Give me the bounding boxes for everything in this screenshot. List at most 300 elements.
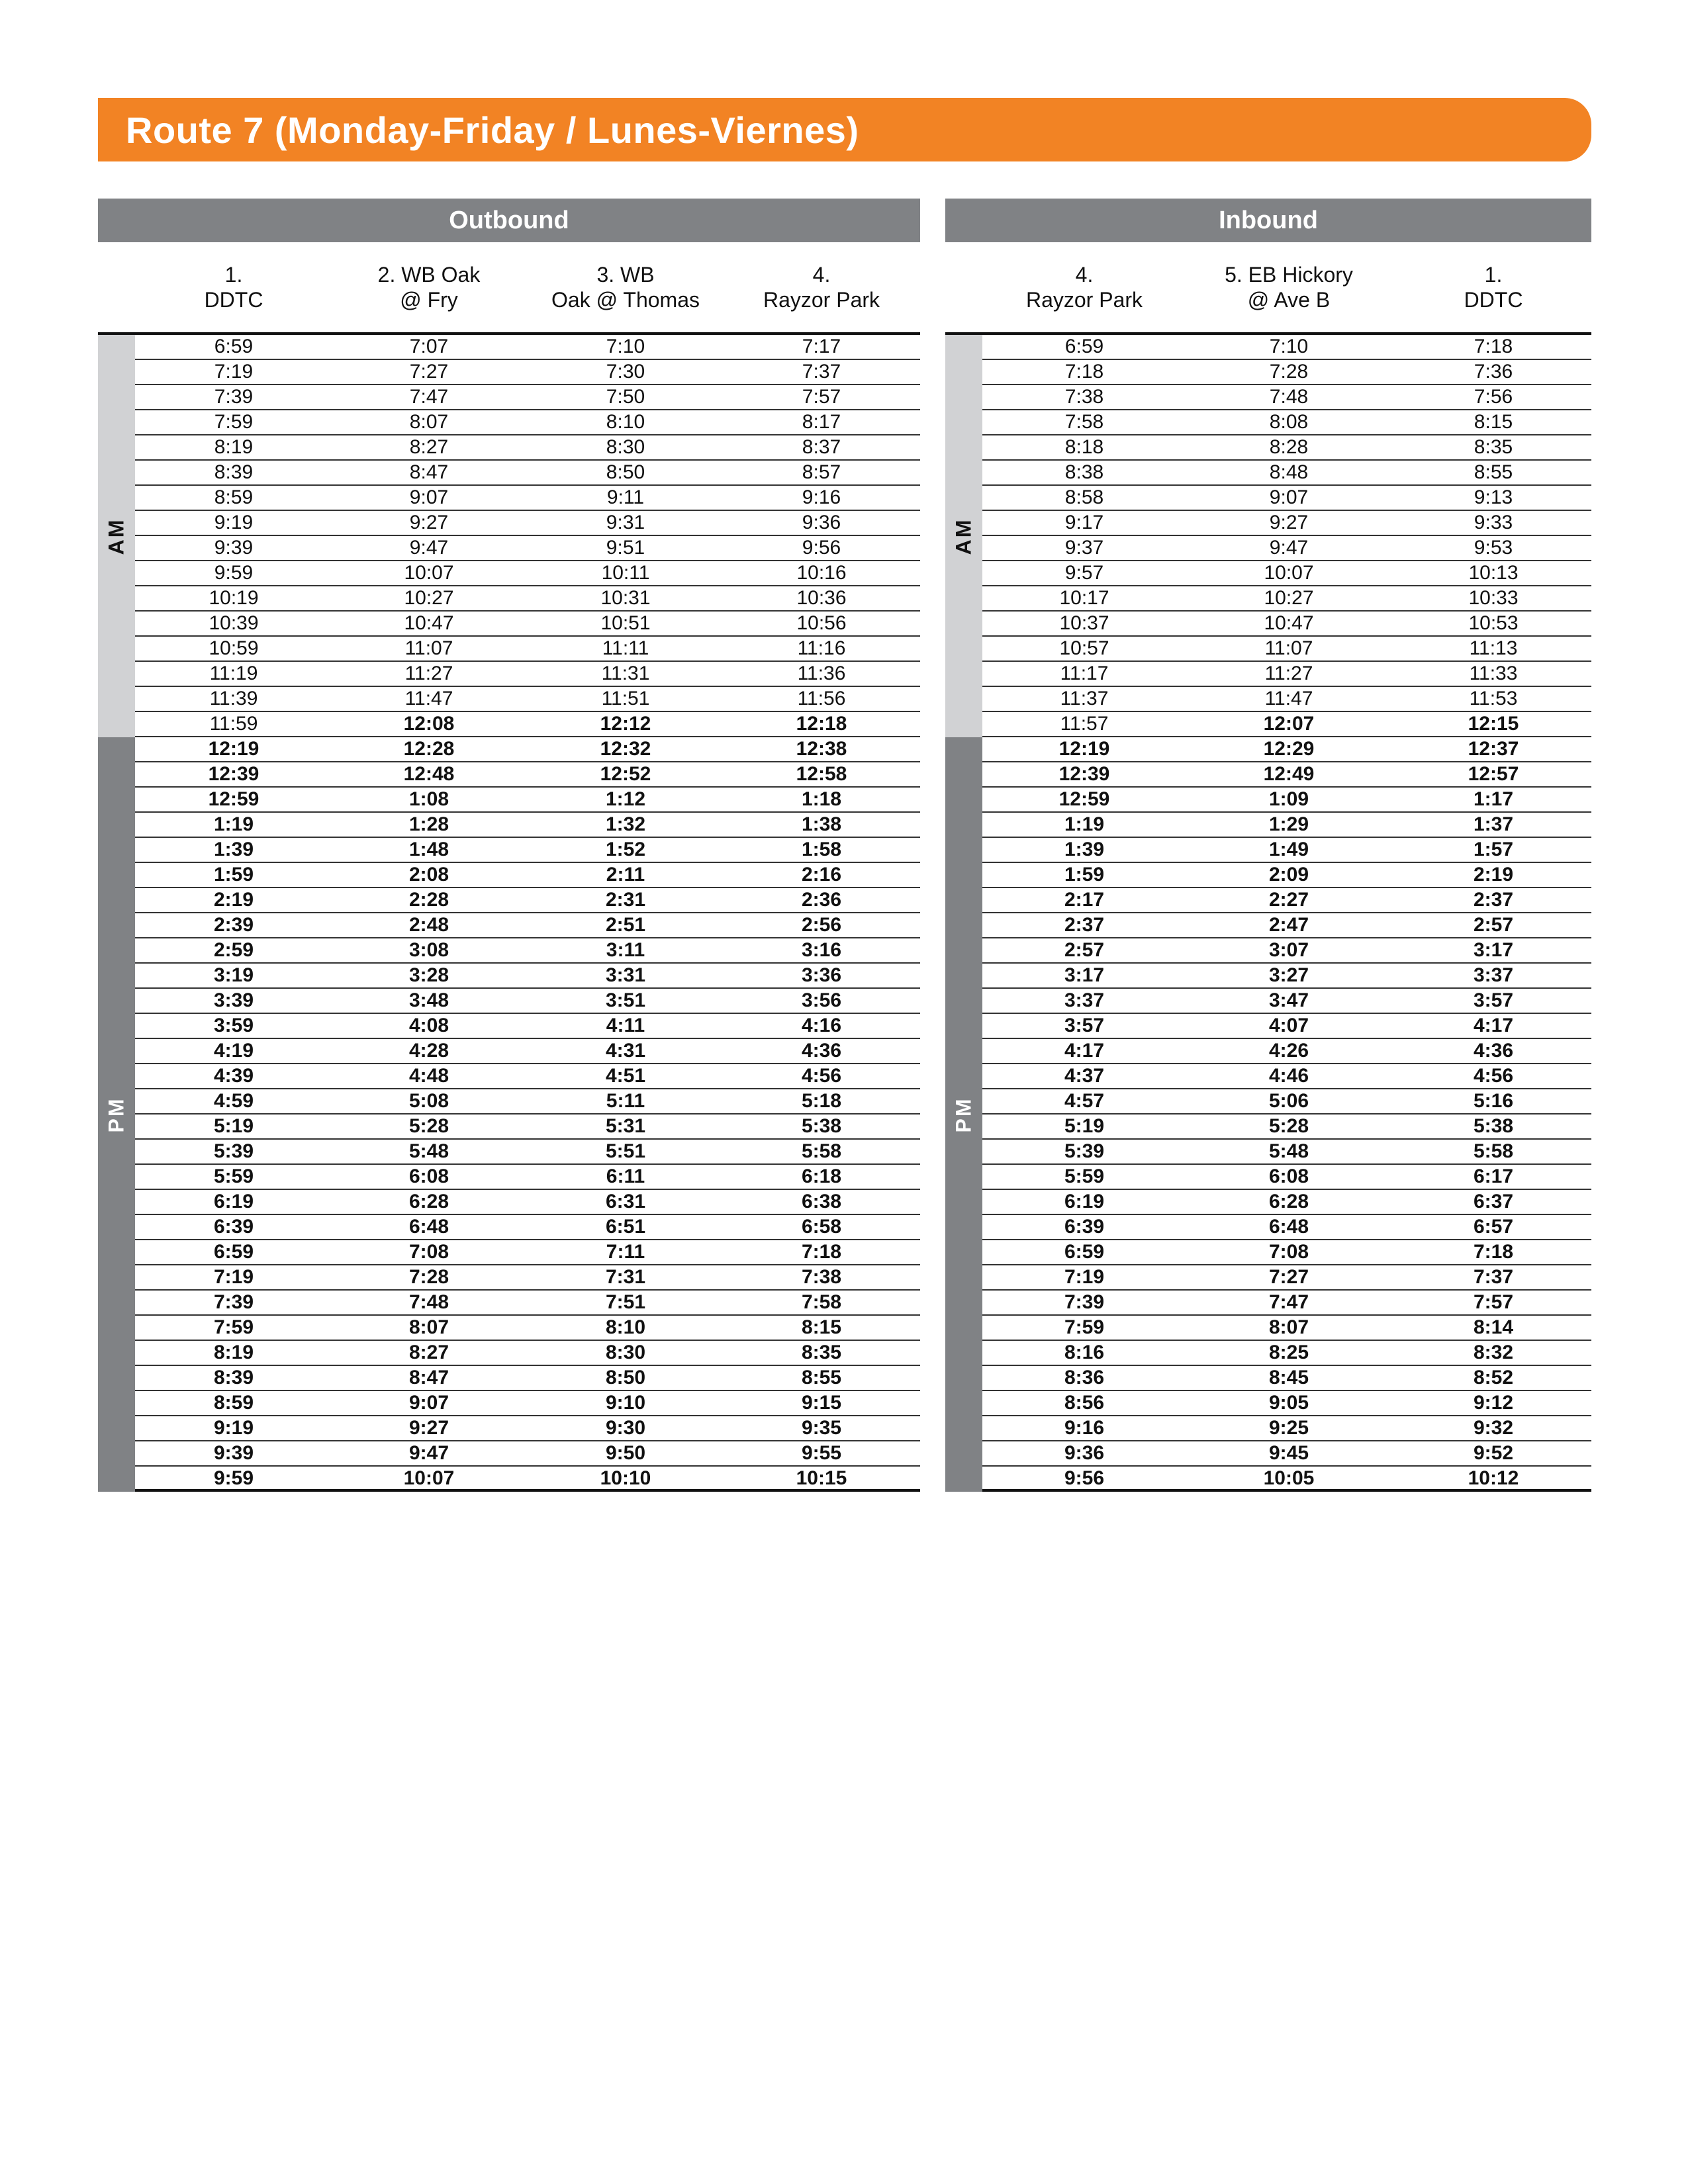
time-cell: 1:19 bbox=[213, 813, 254, 835]
time-cell: 2:37 bbox=[1064, 914, 1105, 936]
table-row bbox=[982, 662, 1591, 687]
time-cell: 7:28 bbox=[1269, 361, 1309, 383]
time-cell: 11:17 bbox=[1060, 662, 1109, 684]
time-cell: 8:30 bbox=[605, 1342, 646, 1363]
table-row bbox=[982, 863, 1591, 888]
time-cell: 9:27 bbox=[409, 512, 449, 533]
table-row bbox=[982, 1441, 1591, 1467]
time-cell: 8:10 bbox=[605, 1316, 646, 1338]
time-cell: 1:28 bbox=[408, 813, 449, 835]
time-cell: 9:16 bbox=[1064, 1417, 1105, 1439]
time-cell: 6:59 bbox=[1064, 1241, 1105, 1263]
column-header bbox=[336, 242, 522, 332]
time-cell: 1:57 bbox=[1473, 839, 1514, 860]
time-cell: 7:10 bbox=[1269, 336, 1309, 357]
time-cell: 10:53 bbox=[1468, 612, 1519, 634]
time-cell: 3:39 bbox=[213, 989, 254, 1011]
time-cell: 9:16 bbox=[802, 486, 841, 508]
table-row bbox=[135, 737, 920, 762]
time-cell: 3:37 bbox=[1064, 989, 1105, 1011]
time-cell: 10:27 bbox=[1264, 587, 1314, 609]
table-row bbox=[982, 788, 1591, 813]
time-cell: 8:30 bbox=[606, 436, 645, 458]
time-cell: 1:08 bbox=[408, 788, 449, 810]
time-cell: 12:38 bbox=[796, 738, 847, 760]
table-row bbox=[135, 687, 920, 712]
table-row bbox=[982, 964, 1591, 989]
time-cell: 2:09 bbox=[1268, 864, 1309, 886]
time-cell: 3:07 bbox=[1268, 939, 1309, 961]
table-row bbox=[135, 511, 920, 536]
time-cell: 6:28 bbox=[408, 1191, 449, 1212]
time-cell: 4:57 bbox=[1064, 1090, 1105, 1112]
table-row bbox=[982, 1215, 1591, 1240]
time-cell: 4:08 bbox=[408, 1015, 449, 1036]
time-cell: 6:58 bbox=[801, 1216, 842, 1238]
time-cell: 7:31 bbox=[605, 1266, 646, 1288]
table-row bbox=[135, 1215, 920, 1240]
time-cell: 9:11 bbox=[606, 486, 645, 508]
table-row bbox=[135, 1341, 920, 1366]
time-cell: 11:19 bbox=[209, 662, 258, 684]
time-cell: 7:19 bbox=[214, 361, 254, 383]
column-header-line1: 1. bbox=[1484, 263, 1503, 287]
time-cell: 7:37 bbox=[1473, 1266, 1514, 1288]
time-cell: 10:16 bbox=[796, 562, 847, 584]
time-cell: 8:19 bbox=[214, 436, 254, 458]
time-cell: 3:59 bbox=[213, 1015, 254, 1036]
time-cell: 8:47 bbox=[409, 461, 449, 483]
time-cell: 7:57 bbox=[802, 386, 841, 408]
time-cell: 7:11 bbox=[606, 1241, 645, 1263]
table-row bbox=[135, 1416, 920, 1441]
time-cell: 1:58 bbox=[801, 839, 842, 860]
time-cell: 11:07 bbox=[1264, 637, 1313, 659]
time-cell: 11:47 bbox=[404, 688, 453, 709]
time-cell: 5:06 bbox=[1268, 1090, 1309, 1112]
time-cell: 11:16 bbox=[797, 637, 846, 659]
time-cell: 10:07 bbox=[404, 562, 454, 584]
time-cell: 5:48 bbox=[1268, 1140, 1309, 1162]
time-cell: 10:57 bbox=[1059, 637, 1109, 659]
table-row bbox=[135, 561, 920, 586]
time-cell: 11:56 bbox=[797, 688, 846, 709]
time-cell: 5:39 bbox=[1064, 1140, 1105, 1162]
outbound-panel bbox=[98, 199, 920, 1492]
time-cell: 12:29 bbox=[1263, 738, 1315, 760]
time-cell: 8:07 bbox=[1268, 1316, 1309, 1338]
time-cell: 8:35 bbox=[1474, 436, 1513, 458]
time-cell: 1:09 bbox=[1268, 788, 1309, 810]
time-cell: 5:59 bbox=[1064, 1165, 1105, 1187]
time-cell: 2:37 bbox=[1473, 889, 1514, 911]
time-cell: 7:48 bbox=[1269, 386, 1309, 408]
time-cell: 9:51 bbox=[606, 537, 645, 559]
time-cell: 8:59 bbox=[214, 486, 254, 508]
table-row bbox=[982, 486, 1591, 511]
time-cell: 9:25 bbox=[1268, 1417, 1309, 1439]
column-header-line2: Rayzor Park bbox=[763, 288, 880, 312]
time-cell: 12:12 bbox=[600, 713, 651, 735]
column-header-line2: DDTC bbox=[1464, 288, 1523, 312]
time-cell: 9:52 bbox=[1473, 1442, 1514, 1464]
time-cell: 2:28 bbox=[408, 889, 449, 911]
time-cell: 10:19 bbox=[209, 587, 259, 609]
time-cell: 10:27 bbox=[404, 587, 454, 609]
pm-label bbox=[98, 737, 135, 1492]
time-cell: 10:47 bbox=[1264, 612, 1314, 634]
time-cell: 9:39 bbox=[214, 537, 254, 559]
time-cell: 4:59 bbox=[213, 1090, 254, 1112]
time-cell: 4:17 bbox=[1473, 1015, 1514, 1036]
time-cell: 10:12 bbox=[1468, 1467, 1519, 1489]
column-header-line2: Rayzor Park bbox=[1025, 288, 1143, 312]
column-header-line1: 5. EB Hickory bbox=[1225, 263, 1353, 287]
time-cell: 10:11 bbox=[601, 562, 650, 584]
column-header-line1: 4. bbox=[812, 263, 831, 287]
time-cell: 8:58 bbox=[1064, 486, 1104, 508]
time-cell: 11:31 bbox=[601, 662, 650, 684]
time-cell: 10:37 bbox=[1059, 612, 1109, 634]
table-row bbox=[135, 813, 920, 838]
table-row bbox=[135, 1240, 920, 1265]
table-row bbox=[982, 612, 1591, 637]
time-cell: 6:38 bbox=[801, 1191, 842, 1212]
inbound-schedule-table bbox=[945, 335, 1591, 1492]
time-cell: 4:26 bbox=[1268, 1040, 1309, 1062]
time-cell: 4:37 bbox=[1064, 1065, 1105, 1087]
time-cell: 9:39 bbox=[213, 1442, 254, 1464]
time-cell: 8:19 bbox=[213, 1342, 254, 1363]
table-row bbox=[135, 712, 920, 737]
table-row bbox=[135, 1467, 920, 1492]
table-row bbox=[135, 964, 920, 989]
table-row bbox=[982, 1140, 1591, 1165]
am-label-text: AM bbox=[951, 518, 976, 555]
time-cell: 2:57 bbox=[1473, 914, 1514, 936]
table-row bbox=[982, 1115, 1591, 1140]
time-cell: 9:36 bbox=[802, 512, 841, 533]
time-cell: 8:55 bbox=[1474, 461, 1513, 483]
table-row bbox=[982, 637, 1591, 662]
time-cell: 10:47 bbox=[404, 612, 454, 634]
time-cell: 10:07 bbox=[1264, 562, 1314, 584]
time-cell: 6:31 bbox=[605, 1191, 646, 1212]
time-cell: 8:39 bbox=[214, 461, 254, 483]
time-cell: 4:17 bbox=[1064, 1040, 1105, 1062]
table-row bbox=[982, 1341, 1591, 1366]
time-cell: 10:13 bbox=[1468, 562, 1519, 584]
time-cell: 5:08 bbox=[408, 1090, 449, 1112]
table-row bbox=[982, 1316, 1591, 1341]
time-cell: 11:39 bbox=[209, 688, 258, 709]
time-cell: 7:28 bbox=[408, 1266, 449, 1288]
time-cell: 7:38 bbox=[801, 1266, 842, 1288]
table-row bbox=[135, 1291, 920, 1316]
time-cell: 7:38 bbox=[1064, 386, 1104, 408]
time-cell: 12:49 bbox=[1263, 763, 1315, 785]
table-row bbox=[982, 385, 1591, 410]
time-cell: 10:05 bbox=[1263, 1467, 1315, 1489]
time-cell: 8:36 bbox=[1064, 1367, 1105, 1388]
table-row bbox=[135, 662, 920, 687]
time-cell: 9:47 bbox=[1269, 537, 1309, 559]
time-cell: 6:48 bbox=[408, 1216, 449, 1238]
time-cell: 3:37 bbox=[1473, 964, 1514, 986]
time-cell: 10:10 bbox=[600, 1467, 651, 1489]
time-cell: 5:38 bbox=[1473, 1115, 1514, 1137]
time-cell: 6:37 bbox=[1473, 1191, 1514, 1212]
table-row bbox=[135, 1165, 920, 1190]
time-cell: 6:59 bbox=[1064, 336, 1104, 357]
time-cell: 12:48 bbox=[403, 763, 455, 785]
time-cell: 3:31 bbox=[605, 964, 646, 986]
time-cell: 3:11 bbox=[606, 939, 645, 961]
table-row bbox=[982, 888, 1591, 913]
inbound-header: Inbound bbox=[945, 199, 1591, 242]
column-header bbox=[985, 242, 1184, 332]
outbound-schedule-table bbox=[98, 335, 920, 1492]
time-cell: 6:18 bbox=[801, 1165, 842, 1187]
table-row bbox=[135, 461, 920, 486]
time-cell: 12:59 bbox=[1058, 788, 1110, 810]
time-cell: 4:39 bbox=[213, 1065, 254, 1087]
time-cell: 3:17 bbox=[1473, 939, 1514, 961]
time-cell: 9:19 bbox=[213, 1417, 254, 1439]
time-cell: 8:59 bbox=[213, 1392, 254, 1414]
time-cell: 9:45 bbox=[1268, 1442, 1309, 1464]
time-cell: 8:27 bbox=[408, 1342, 449, 1363]
time-cell: 3:19 bbox=[213, 964, 254, 986]
time-cell: 11:07 bbox=[404, 637, 453, 659]
time-cell: 2:19 bbox=[213, 889, 254, 911]
time-cell: 11:13 bbox=[1469, 637, 1518, 659]
table-row bbox=[982, 561, 1591, 586]
table-row bbox=[982, 1039, 1591, 1064]
time-cell: 12:59 bbox=[208, 788, 259, 810]
time-cell: 7:18 bbox=[801, 1241, 842, 1263]
time-cell: 8:25 bbox=[1268, 1342, 1309, 1363]
time-cell: 12:07 bbox=[1263, 713, 1315, 735]
table-row bbox=[982, 1014, 1591, 1039]
time-cell: 8:38 bbox=[1064, 461, 1104, 483]
time-cell: 4:36 bbox=[1473, 1040, 1514, 1062]
time-cell: 2:11 bbox=[606, 864, 645, 886]
table-row bbox=[982, 687, 1591, 712]
time-cell: 12:19 bbox=[208, 738, 259, 760]
time-cell: 10:56 bbox=[796, 612, 847, 634]
table-row bbox=[135, 1190, 920, 1215]
table-row bbox=[135, 1064, 920, 1089]
time-cell: 9:33 bbox=[1474, 512, 1513, 533]
time-cell: 3:36 bbox=[801, 964, 842, 986]
table-row bbox=[982, 1291, 1591, 1316]
time-cell: 6:39 bbox=[213, 1216, 254, 1238]
time-cell: 7:17 bbox=[802, 336, 841, 357]
time-cell: 7:47 bbox=[1268, 1291, 1309, 1313]
table-row bbox=[982, 536, 1591, 561]
table-row bbox=[135, 888, 920, 913]
time-cell: 2:57 bbox=[1064, 939, 1105, 961]
table-row bbox=[135, 637, 920, 662]
time-cell: 7:58 bbox=[1064, 411, 1104, 433]
time-cell: 9:55 bbox=[801, 1442, 842, 1464]
table-row bbox=[982, 511, 1591, 536]
time-cell: 7:19 bbox=[213, 1266, 254, 1288]
time-cell: 6:19 bbox=[1064, 1191, 1105, 1212]
time-cell: 8:37 bbox=[802, 436, 841, 458]
time-cell: 12:58 bbox=[796, 763, 847, 785]
table-row bbox=[982, 360, 1591, 385]
table-row bbox=[135, 788, 920, 813]
column-header-line2: @ Ave B bbox=[1247, 288, 1331, 312]
time-cell: 12:32 bbox=[600, 738, 651, 760]
time-cell: 11:27 bbox=[404, 662, 453, 684]
time-cell: 4:36 bbox=[801, 1040, 842, 1062]
time-cell: 7:39 bbox=[214, 386, 254, 408]
time-cell: 11:53 bbox=[1469, 688, 1518, 709]
table-row bbox=[135, 1366, 920, 1391]
time-cell: 3:47 bbox=[1268, 989, 1309, 1011]
column-header-line1: 1. bbox=[224, 263, 243, 287]
time-cell: 2:36 bbox=[801, 889, 842, 911]
time-cell: 1:18 bbox=[801, 788, 842, 810]
column-header bbox=[1394, 242, 1593, 332]
route-title-bar bbox=[98, 98, 1591, 161]
time-cell: 3:16 bbox=[801, 939, 842, 961]
time-cell: 9:07 bbox=[408, 1392, 449, 1414]
table-row bbox=[135, 335, 920, 360]
time-cell: 7:10 bbox=[606, 336, 645, 357]
time-cell: 5:31 bbox=[605, 1115, 646, 1137]
time-cell: 12:57 bbox=[1468, 763, 1519, 785]
time-cell: 8:07 bbox=[408, 1316, 449, 1338]
time-cell: 5:58 bbox=[1473, 1140, 1514, 1162]
time-cell: 7:56 bbox=[1474, 386, 1513, 408]
time-cell: 6:08 bbox=[1268, 1165, 1309, 1187]
time-cell: 6:48 bbox=[1268, 1216, 1309, 1238]
time-cell: 8:50 bbox=[605, 1367, 646, 1388]
time-cell: 4:56 bbox=[1473, 1065, 1514, 1087]
time-cell: 10:39 bbox=[209, 612, 259, 634]
time-cell: 7:27 bbox=[409, 361, 449, 383]
time-cell: 8:18 bbox=[1064, 436, 1104, 458]
time-cell: 11:37 bbox=[1060, 688, 1109, 709]
time-cell: 8:48 bbox=[1269, 461, 1309, 483]
table-row bbox=[135, 1089, 920, 1115]
time-cell: 8:16 bbox=[1064, 1342, 1105, 1363]
am-label-text: AM bbox=[104, 518, 128, 555]
time-cell: 7:07 bbox=[409, 336, 449, 357]
time-cell: 9:57 bbox=[1064, 562, 1104, 584]
time-cell: 7:58 bbox=[801, 1291, 842, 1313]
table-row bbox=[982, 461, 1591, 486]
time-cell: 1:12 bbox=[605, 788, 646, 810]
time-cell: 10:33 bbox=[1468, 587, 1519, 609]
time-cell: 1:38 bbox=[801, 813, 842, 835]
table-row bbox=[135, 838, 920, 863]
table-row bbox=[982, 1089, 1591, 1115]
time-cell: 6:59 bbox=[214, 336, 254, 357]
time-cell: 7:59 bbox=[213, 1316, 254, 1338]
time-cell: 8:27 bbox=[409, 436, 449, 458]
time-cell: 6:17 bbox=[1473, 1165, 1514, 1187]
time-cell: 5:51 bbox=[605, 1140, 646, 1162]
time-cell: 1:49 bbox=[1268, 839, 1309, 860]
time-cell: 1:59 bbox=[1064, 864, 1105, 886]
time-cell: 7:18 bbox=[1064, 361, 1104, 383]
time-cell: 5:39 bbox=[213, 1140, 254, 1162]
table-row bbox=[982, 335, 1591, 360]
time-cell: 2:56 bbox=[801, 914, 842, 936]
table-row bbox=[135, 1316, 920, 1341]
time-cell: 12:52 bbox=[600, 763, 651, 785]
time-cell: 9:59 bbox=[213, 1467, 254, 1489]
time-cell: 9:37 bbox=[1064, 537, 1104, 559]
time-cell: 9:30 bbox=[605, 1417, 646, 1439]
time-cell: 4:28 bbox=[408, 1040, 449, 1062]
time-cell: 11:47 bbox=[1264, 688, 1313, 709]
time-cell: 6:19 bbox=[213, 1191, 254, 1212]
time-cell: 9:50 bbox=[605, 1442, 646, 1464]
table-row bbox=[982, 435, 1591, 461]
time-cell: 4:48 bbox=[408, 1065, 449, 1087]
time-cell: 4:31 bbox=[605, 1040, 646, 1062]
time-cell: 5:19 bbox=[1064, 1115, 1105, 1137]
table-row bbox=[982, 1165, 1591, 1190]
time-cell: 5:11 bbox=[606, 1090, 645, 1112]
time-cell: 10:07 bbox=[403, 1467, 455, 1489]
inbound-column-headers bbox=[945, 242, 1591, 335]
time-cell: 5:59 bbox=[213, 1165, 254, 1187]
time-cell: 8:08 bbox=[1269, 411, 1309, 433]
time-cell: 12:18 bbox=[796, 713, 847, 735]
time-cell: 8:45 bbox=[1268, 1367, 1309, 1388]
outbound-column-headers bbox=[98, 242, 920, 335]
time-cell: 2:31 bbox=[605, 889, 646, 911]
time-cell: 2:51 bbox=[605, 914, 646, 936]
table-row bbox=[982, 1467, 1591, 1492]
time-cell: 9:13 bbox=[1474, 486, 1513, 508]
time-cell: 5:19 bbox=[213, 1115, 254, 1137]
time-cell: 2:17 bbox=[1064, 889, 1105, 911]
table-row bbox=[135, 536, 920, 561]
time-cell: 10:17 bbox=[1059, 587, 1109, 609]
time-cell: 2:59 bbox=[213, 939, 254, 961]
time-cell: 11:33 bbox=[1469, 662, 1518, 684]
time-cell: 9:07 bbox=[409, 486, 449, 508]
time-cell: 7:18 bbox=[1474, 336, 1513, 357]
time-cell: 12:39 bbox=[1058, 763, 1110, 785]
column-header-line2: Oak @ Thomas bbox=[551, 288, 700, 312]
time-cell: 11:51 bbox=[601, 688, 650, 709]
time-cell: 6:59 bbox=[213, 1241, 254, 1263]
time-cell: 5:18 bbox=[801, 1090, 842, 1112]
outbound-header: Outbound bbox=[98, 199, 920, 242]
pm-label bbox=[945, 737, 982, 1492]
time-cell: 1:32 bbox=[605, 813, 646, 835]
time-cell: 8:35 bbox=[801, 1342, 842, 1363]
time-cell: 9:47 bbox=[408, 1442, 449, 1464]
time-cell: 11:57 bbox=[1060, 713, 1109, 735]
time-cell: 5:58 bbox=[801, 1140, 842, 1162]
time-cell: 12:19 bbox=[1058, 738, 1110, 760]
time-cell: 5:28 bbox=[408, 1115, 449, 1137]
column-header-line2: @ Fry bbox=[400, 288, 458, 312]
inbound-panel bbox=[945, 199, 1591, 1492]
column-header bbox=[729, 242, 914, 332]
table-row bbox=[982, 1190, 1591, 1215]
